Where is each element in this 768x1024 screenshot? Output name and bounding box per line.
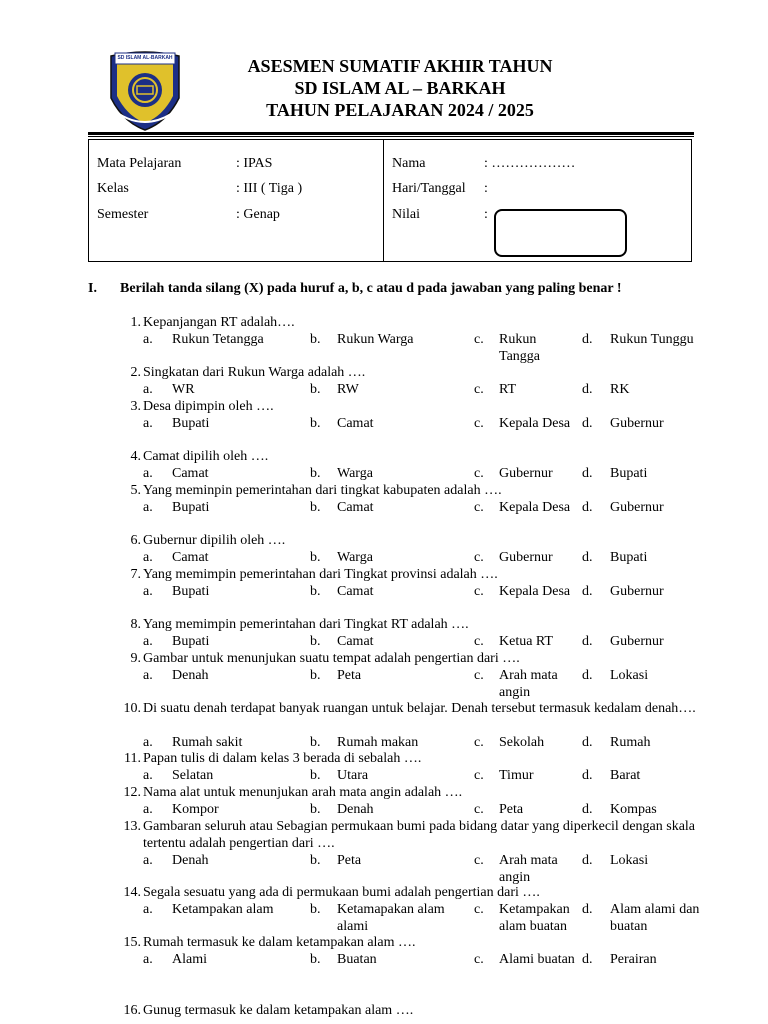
question-text: Yang meminpin pemerintahan dari tingkat kabupaten adalah …. [143, 483, 502, 498]
option-text: Ketamapakan alam alami [337, 902, 445, 934]
question-text: Di suatu denah terdapat banyak ruangan untuk belajar. Denah tersebut termasuk kedalam denah…. [143, 701, 696, 716]
option-text: Ketampakan alam buatan [499, 902, 570, 934]
option-text: Warga [337, 550, 373, 565]
option-text: Gubernur [610, 416, 664, 431]
info-label: Semester [97, 207, 149, 222]
option-letter: d. [582, 584, 593, 599]
option-letter: a. [143, 668, 153, 683]
option-letter: b. [310, 584, 321, 599]
option-letter: c. [474, 735, 484, 750]
option-letter: c. [474, 853, 484, 868]
option-letter: a. [143, 802, 153, 817]
option-letter: d. [582, 802, 593, 817]
option-letter: a. [143, 735, 153, 750]
option-text: Sekolah [499, 735, 545, 750]
option-letter: a. [143, 550, 153, 565]
option-letter: a. [143, 584, 153, 599]
option-text: RW [337, 382, 359, 397]
option-text: Rumah makan [337, 735, 419, 750]
question-number: 2. [130, 365, 141, 380]
option-text: Alami buatan [499, 952, 575, 967]
question-text: Gunug termasuk ke dalam ketampakan alam …. [143, 1003, 414, 1018]
option-text: RT [499, 382, 517, 397]
option-text: RK [610, 382, 630, 397]
question-item [123, 784, 723, 801]
option-letter: b. [310, 902, 321, 917]
question-item [123, 934, 723, 951]
question-item [130, 398, 723, 415]
option-text: Alam alami dan buatan [610, 902, 700, 934]
option-letter: b. [310, 332, 321, 347]
option-letter: d. [582, 952, 593, 967]
option-letter: c. [474, 668, 484, 683]
question-item [123, 884, 723, 901]
option-letter: b. [310, 853, 321, 868]
option-text: Gubernur [610, 634, 664, 649]
question-text: Yang memimpin pemerintahan dari Tingkat provinsi adalah …. [143, 567, 498, 582]
option-text: Bupati [172, 500, 210, 515]
option-text: Peta [337, 668, 362, 683]
option-letter: d. [582, 382, 593, 397]
question-text: Segala sesuatu yang ada di permukaan bumi adalah pengertian dari …. [143, 885, 540, 900]
question-text: Gambar untuk menunjukan suatu tempat adalah pengertian dari …. [143, 651, 520, 666]
question-number: 10. [123, 701, 141, 716]
option-text: Camat [172, 550, 209, 565]
option-text: Ketampakan alam [172, 902, 274, 917]
option-letter: a. [143, 853, 153, 868]
option-letter: c. [474, 634, 484, 649]
option-text: Camat [337, 634, 374, 649]
title-line-1: ASESMEN SUMATIF AKHIR TAHUN [247, 56, 553, 76]
option-text: Bupati [172, 416, 210, 431]
question-text: Nama alat untuk menunjukan arah mata angin adalah …. [143, 785, 463, 800]
option-letter: b. [310, 735, 321, 750]
question-item [123, 1002, 723, 1019]
option-text: Arah mata angin [499, 853, 558, 885]
option-text: Bupati [172, 584, 210, 599]
option-text: Lokasi [610, 668, 649, 683]
option-letter: c. [474, 802, 484, 817]
option-letter: b. [310, 500, 321, 515]
option-text: Rumah sakit [172, 735, 243, 750]
option-text: Selatan [172, 768, 214, 783]
info-label: Nama [392, 156, 426, 171]
option-text: Camat [337, 584, 374, 599]
option-letter: d. [582, 902, 593, 917]
option-letter: d. [582, 550, 593, 565]
option-letter: b. [310, 802, 321, 817]
option-letter: b. [310, 768, 321, 783]
question-number: 13. [123, 819, 141, 834]
question-item [123, 700, 723, 717]
question-text: Camat dipilih oleh …. [143, 449, 269, 464]
info-label: Nilai [392, 207, 420, 222]
option-text: Peta [337, 853, 362, 868]
question-number: 1. [130, 315, 141, 330]
option-letter: b. [310, 952, 321, 967]
section-instruction: Berilah tanda silang (X) pada huruf a, b, c atau d pada jawaban yang paling benar ! [120, 281, 622, 296]
date-field[interactable]: : [484, 181, 488, 196]
option-text: Gubernur [499, 550, 553, 565]
question-item [124, 750, 723, 767]
option-text: Barat [610, 768, 641, 783]
option-letter: c. [474, 768, 484, 783]
option-letter: d. [582, 332, 593, 347]
option-text: Kompas [610, 802, 657, 817]
option-letter: b. [310, 382, 321, 397]
option-text: Bupati [172, 634, 210, 649]
option-text: Denah [337, 802, 374, 817]
question-text: Gambaran seluruh atau Sebagian permukaan bumi pada bidang datar yang diperkecil dengan skala tertentu adalah pengertian dari …. [143, 819, 696, 851]
option-letter: c. [474, 550, 484, 565]
option-letter: d. [582, 768, 593, 783]
option-text: Gubernur [499, 466, 553, 481]
option-letter: c. [474, 332, 484, 347]
option-text: WR [172, 382, 195, 397]
option-letter: d. [582, 500, 593, 515]
question-item [130, 532, 723, 549]
option-text: Buatan [337, 952, 377, 967]
option-letter: d. [582, 416, 593, 431]
option-letter: a. [143, 416, 153, 431]
option-text: Bupati [610, 550, 648, 565]
logo-text: SD ISLAM AL-BARKAH [117, 55, 173, 61]
option-text: Lokasi [610, 853, 649, 868]
option-letter: d. [582, 668, 593, 683]
option-text: Kepala Desa [499, 500, 571, 515]
option-text: Peta [499, 802, 524, 817]
question-text: Kepanjangan RT adalah…. [143, 315, 295, 330]
question-item [130, 650, 723, 667]
question-item [130, 616, 723, 633]
info-value: : IPAS [236, 156, 273, 171]
option-text: Camat [337, 500, 374, 515]
option-text: Rukun Tangga [499, 332, 541, 364]
option-letter: a. [143, 466, 153, 481]
option-text: Warga [337, 466, 373, 481]
question-item [123, 818, 723, 852]
question-item [130, 364, 723, 381]
question-item [130, 566, 723, 583]
question-number: 6. [130, 533, 141, 548]
option-text: Rumah [610, 735, 651, 750]
option-text: Gubernur [610, 500, 664, 515]
info-value: : Genap [236, 207, 280, 222]
option-text: Utara [337, 768, 369, 783]
option-text: Rukun Tetangga [172, 332, 264, 347]
option-letter: a. [143, 768, 153, 783]
option-text: Kepala Desa [499, 584, 571, 599]
option-letter: a. [143, 500, 153, 515]
option-text: Gubernur [610, 584, 664, 599]
option-letter: c. [474, 382, 484, 397]
question-number: 5. [130, 483, 141, 498]
option-letter: d. [582, 466, 593, 481]
option-letter: c. [474, 902, 484, 917]
option-letter: b. [310, 668, 321, 683]
question-item [130, 482, 723, 499]
option-text: Denah [172, 853, 209, 868]
option-text: Rukun Warga [337, 332, 414, 347]
option-letter: c. [474, 584, 484, 599]
info-label: Hari/Tanggal [392, 181, 466, 196]
option-letter: b. [310, 550, 321, 565]
question-item [130, 314, 723, 331]
option-letter: d. [582, 735, 593, 750]
question-text: Rumah termasuk ke dalam ketampakan alam …. [143, 935, 416, 950]
option-letter: c. [474, 466, 484, 481]
question-number: 12. [123, 785, 141, 800]
option-text: Ketua RT [499, 634, 553, 649]
option-letter: c. [474, 416, 484, 431]
question-text: Papan tulis di dalam kelas 3 berada di sebalah …. [143, 751, 422, 766]
question-item [130, 448, 723, 465]
option-letter: b. [310, 466, 321, 481]
title-line-3: TAHUN PELAJARAN 2024 / 2025 [266, 100, 534, 120]
option-text: Kepala Desa [499, 416, 571, 431]
option-text: Bupati [610, 466, 648, 481]
option-text: Arah mata angin [499, 668, 558, 700]
info-label: Mata Pelajaran [97, 156, 182, 171]
option-letter: b. [310, 634, 321, 649]
option-letter: a. [143, 382, 153, 397]
option-text: Rukun Tunggu [610, 332, 694, 347]
name-field[interactable]: : ……………… [484, 156, 576, 171]
option-letter: b. [310, 416, 321, 431]
question-number: 14. [123, 885, 141, 900]
question-number: 3. [130, 399, 141, 414]
question-number: 16. [123, 1003, 141, 1018]
option-text: Camat [172, 466, 209, 481]
option-letter: c. [474, 952, 484, 967]
question-number: 4. [130, 449, 141, 464]
score-colon: : [484, 207, 488, 222]
title-line-2: SD ISLAM AL – BARKAH [294, 78, 506, 98]
option-letter: a. [143, 952, 153, 967]
question-number: 7. [130, 567, 141, 582]
question-number: 9. [130, 651, 141, 666]
info-label: Kelas [97, 181, 129, 196]
question-text: Desa dipimpin oleh …. [143, 399, 274, 414]
option-letter: a. [143, 634, 153, 649]
question-number: 15. [123, 935, 141, 950]
question-number: 11. [124, 751, 141, 766]
option-letter: d. [582, 853, 593, 868]
option-text: Kompor [172, 802, 219, 817]
question-text: Yang memimpin pemerintahan dari Tingkat RT adalah …. [143, 617, 469, 632]
question-text: Gubernur dipilih oleh …. [143, 533, 286, 548]
option-text: Camat [337, 416, 374, 431]
option-letter: c. [474, 500, 484, 515]
info-value: : III ( Tiga ) [236, 181, 303, 196]
option-letter: d. [582, 634, 593, 649]
option-letter: a. [143, 902, 153, 917]
section-number: I. [88, 281, 97, 296]
question-number: 8. [130, 617, 141, 632]
option-text: Denah [172, 668, 209, 683]
option-text: Perairan [610, 952, 657, 967]
option-text: Timur [499, 768, 534, 783]
option-text: Alami [172, 952, 207, 967]
option-letter: a. [143, 332, 153, 347]
question-text: Singkatan dari Rukun Warga adalah …. [143, 365, 366, 380]
